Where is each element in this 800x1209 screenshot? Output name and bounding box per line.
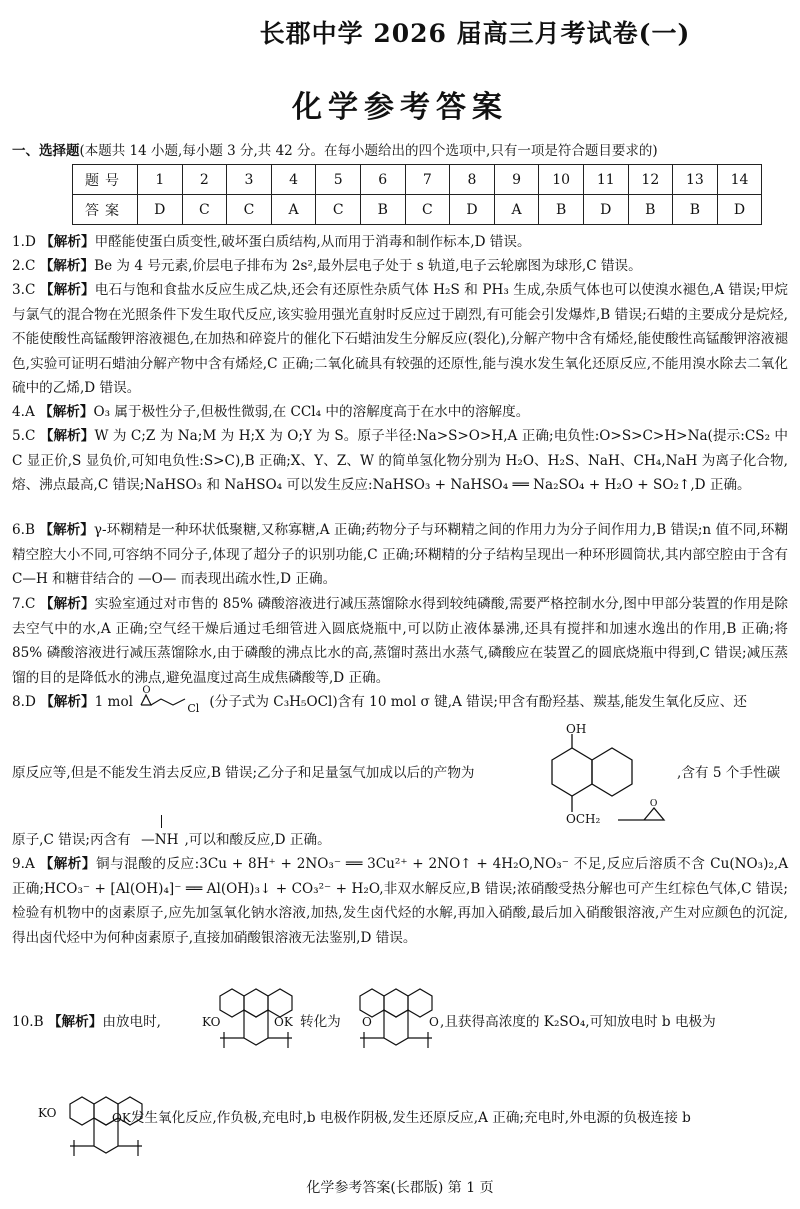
page-footer: 化学参考答案(长郡版) 第 1 页 xyxy=(306,1180,494,1196)
table-cell-answer: C xyxy=(405,195,450,225)
answer-table-number-row xyxy=(73,165,762,195)
analysis-tag: 【解析】 xyxy=(39,282,95,298)
table-cell-answer: D xyxy=(138,195,183,225)
table-cell-answer: A xyxy=(271,195,316,225)
ok-label: OK xyxy=(112,1111,131,1125)
o-label: O xyxy=(429,1015,439,1029)
question-number: 5.C xyxy=(12,428,36,444)
analysis-tag: 【解析】 xyxy=(39,522,94,538)
question-number: 2.C xyxy=(12,258,36,274)
table-cell-answer: B xyxy=(628,195,673,225)
explanation-text: ,含有 5 个手性碳 xyxy=(677,765,781,781)
ko-label: KO xyxy=(38,1106,57,1120)
question-number: 10.B xyxy=(12,1014,44,1030)
table-cell-answer: B xyxy=(539,195,584,225)
ko-label: KO xyxy=(202,1015,221,1029)
explanation-text: γ-环糊精是一种环状低聚糖,又称寡糖,A 正确;药物分子与环糊精之间的作用力为分子间作用力,B 错误;n 值不同,环糊精空腔大小不同,可容纳不同分子,体现了超分子的识别功能,C 正确;环糊精的分子结构呈现出一种环形圆筒状,其内部空腔由于含有 C—H 和糖苷结合的 —O— 而表现出疏水性,D 正确。 xyxy=(12,522,788,587)
table-cell-number: 1 xyxy=(138,165,183,195)
explanation-text: 由放电时, xyxy=(102,1014,162,1030)
explanation-text: 铜与混酸的反应:3Cu + 8H⁺ + 2NO₃⁻ ══ 3Cu²⁺ + 2NO↑ + 4H₂O,NO₃⁻ 不足,反应后溶质不含 Cu(NO₃)₂,A 正确;HCO₃⁻ + [Al(OH)₄]⁻ ══ Al(OH)₃↓ + CO₃²⁻ + H₂O,非双水解反应,B 错误;浓硝酸受热分解也可产生红棕色气体,C 错误;检验有机物中的卤素原子,应先加氢氧化钠水溶液,加热,发生卤代烃的水解,再加入硝酸,最后加入硝酸银溶液,产生对应颜色的沉淀,得出卤代烃中为何种卤素原子,直接加硝酸银溶液无法鉴别,D 错误。 xyxy=(12,856,789,946)
explanation-text: 甲醛能使蛋白质变性,破坏蛋白质结构,从而用于消毒和制作标本,D 错误。 xyxy=(94,234,531,250)
table-cell-answer: D xyxy=(717,195,762,225)
explanation-q8-line3 xyxy=(12,828,788,853)
table-cell-answer: C xyxy=(227,195,272,225)
och2-label: OCH₂ xyxy=(566,812,601,826)
analysis-tag: 【解析】 xyxy=(40,694,95,710)
table-cell-number: 6 xyxy=(360,165,405,195)
explanation-q9 xyxy=(12,852,788,950)
table-cell-number: 11 xyxy=(583,165,628,195)
table-cell-number: 4 xyxy=(271,165,316,195)
question-number: 4.A xyxy=(12,404,35,420)
page-title: 化学参考答案 xyxy=(292,90,508,125)
explanation-text: ,且获得高浓度的 K₂SO₄,可知放电时 b 电极为 xyxy=(440,1014,716,1030)
explanation-text: ,可以和酸反应,D 正确。 xyxy=(184,832,331,848)
explanation-q8-line2 xyxy=(12,761,788,786)
anthraquinone-polymer-icon xyxy=(346,968,446,1060)
analysis-tag: 【解析】 xyxy=(40,234,95,250)
analysis-tag: 【解析】 xyxy=(39,404,94,420)
explanation-text: 转化为 xyxy=(300,1014,341,1030)
table-cell-answer: B xyxy=(673,195,718,225)
exam-title: 长郡中学 2026 届高三月考试卷(一) xyxy=(259,19,691,48)
hydroxyl-label: OH xyxy=(566,722,587,736)
explanation-q5 xyxy=(12,424,788,498)
explanation-q10-line2 xyxy=(112,1106,788,1131)
o-label: O xyxy=(362,1015,372,1029)
analysis-tag: 【解析】 xyxy=(39,596,95,612)
explanation-text: Be 为 4 号元素,价层电子排布为 2s²,最外层电子处于 s 轨道,电子云轮廓图为球形,C 错误。 xyxy=(94,258,642,274)
svg-text:O: O xyxy=(650,798,658,809)
section-label: 一、选择题 xyxy=(12,143,80,159)
explanation-text: 发生氧化反应,作负极,充电时,b 电极作阴极,发生还原反应,A 正确;充电时,外电源的负极连接 b xyxy=(130,1110,691,1126)
answer-table-answer-row xyxy=(73,195,762,225)
table-cell-number: 9 xyxy=(494,165,539,195)
table-cell-number: 5 xyxy=(316,165,361,195)
analysis-tag: 【解析】 xyxy=(39,428,95,444)
nh-group xyxy=(141,828,178,853)
explanation-q2 xyxy=(12,254,788,279)
chlorine-label: Cl xyxy=(187,701,200,715)
explanation-q1 xyxy=(12,230,788,255)
question-number: 1.D xyxy=(12,234,36,250)
table-header-number: 题号 xyxy=(73,165,138,195)
explanation-q3 xyxy=(12,278,788,401)
analysis-tag: 【解析】 xyxy=(39,856,96,872)
analysis-tag: 【解析】 xyxy=(47,1014,103,1030)
section-desc: (本题共 14 小题,每小题 3 分,共 42 分。在每小题给出的四个选项中,只有一项是符合题目要求的) xyxy=(79,143,658,159)
answer-table xyxy=(72,164,762,225)
explanation-q8-line1 xyxy=(12,684,788,715)
table-cell-number: 2 xyxy=(182,165,227,195)
table-cell-number: 8 xyxy=(450,165,495,195)
explanation-text: 原反应等,但是不能发生消去反应,B 错误;乙分子和足量氢气加成以后的产物为 xyxy=(12,765,475,781)
explanation-q6 xyxy=(12,518,788,592)
explanation-q4 xyxy=(12,400,788,425)
table-cell-number: 3 xyxy=(227,165,272,195)
table-cell-answer: D xyxy=(450,195,495,225)
explanation-text: O₃ 属于极性分子,但极性微弱,在 CCl₄ 中的溶解度高于在水中的溶解度。 xyxy=(93,404,530,420)
explanation-q7 xyxy=(12,592,788,690)
question-number: 8.D xyxy=(12,694,36,710)
table-cell-number: 7 xyxy=(405,165,450,195)
table-cell-number: 13 xyxy=(673,165,718,195)
question-number: 6.B xyxy=(12,522,35,538)
analysis-tag: 【解析】 xyxy=(39,258,95,274)
table-cell-number: 10 xyxy=(539,165,584,195)
explanation-text: 实验室通过对市售的 85% 磷酸溶液进行减压蒸馏除水得到较纯磷酸,需要严格控制水分,图中甲部分装置的作用是除去空气中的水,A 正确;空气经干燥后通过毛细管进入圆底烧瓶中,可以防止液体暴沸,还具有搅拌和加速水逸出的作用,B 正确;将 85% 磷酸溶液进行减压蒸馏除水,由于磷酸的沸点比水的高,蒸馏时蒸出水蒸气,磷酸应在装置乙的圆底烧瓶中得到,C 错误;减压蒸馏的目的是降低水的沸点,避免温度过高生成焦磷酸等,D 正确。 xyxy=(12,596,788,686)
nh-label: —NH xyxy=(141,832,179,848)
ok-label: OK xyxy=(274,1015,293,1029)
explanation-text: W 为 C;Z 为 Na;M 为 H;X 为 O;Y 为 S。原子半径:Na>S>O>H,A 正确;电负性:O>S>C>H>Na(提示:CS₂ 中 C 显正价,S 显负价,可知电负性:S>C),B 正确;X、Y、Z、W 的简单氢化物分别为 H₂O、H₂S、NaH、CH₄,NaH 为离子化合物,熔、沸点最高,C 错误;NaHSO₃ 和 NaHSO₄ 可以发生反应:NaHSO₃ + NaHSO₄ ══ Na₂SO₄ + H₂O + SO₂↑,D 正确。 xyxy=(12,428,788,493)
question-number: 9.A xyxy=(12,856,35,872)
explanation-text: 电石与饱和食盐水反应生成乙炔,还会有还原性杂质气体 H₂S 和 PH₃ 生成,杂质气体也可以使溴水褪色,A 错误;甲烷与氯气的混合物在光照条件下发生取代反应,该实验用强光直射时反应过于剧烈,有可能会引发爆炸,B 错误;石蜡的主要成分是烷烃,不能使酸性高锰酸钾溶液褪色,在加热和碎瓷片的催化下石蜡油发生分解反应(裂化),分解产物中含有烯烃,能使酸性高锰酸钾溶液褪色,实验可证明石蜡油分解产物中含有烯烃,C 正确;二氧化硫具有较强的还原性,能与溴水发生氧化还原反应,不能用溴水除去二氧化硫中的乙烯,D 错误。 xyxy=(12,282,789,396)
explanation-text: 原子,C 错误;丙含有 xyxy=(12,832,131,848)
table-cell-answer: A xyxy=(494,195,539,225)
table-cell-answer: B xyxy=(360,195,405,225)
question-number: 3.C xyxy=(12,282,36,298)
table-cell-answer: D xyxy=(583,195,628,225)
table-cell-number: 14 xyxy=(717,165,762,195)
explanation-text: (分子式为 C₃H₅OCl)含有 10 mol σ 键,A 错误;甲含有酚羟基、羰基,能发生氧化反应、还 xyxy=(209,694,747,710)
epichlorohydrin-structure: O Cl xyxy=(137,693,209,713)
table-cell-answer: C xyxy=(182,195,227,225)
section-heading xyxy=(12,139,658,159)
table-cell-answer: C xyxy=(316,195,361,225)
question-number: 7.C xyxy=(12,596,36,612)
mol-text: 1 mol xyxy=(94,694,133,710)
table-cell-number: 12 xyxy=(628,165,673,195)
table-header-answer: 答案 xyxy=(73,195,138,225)
